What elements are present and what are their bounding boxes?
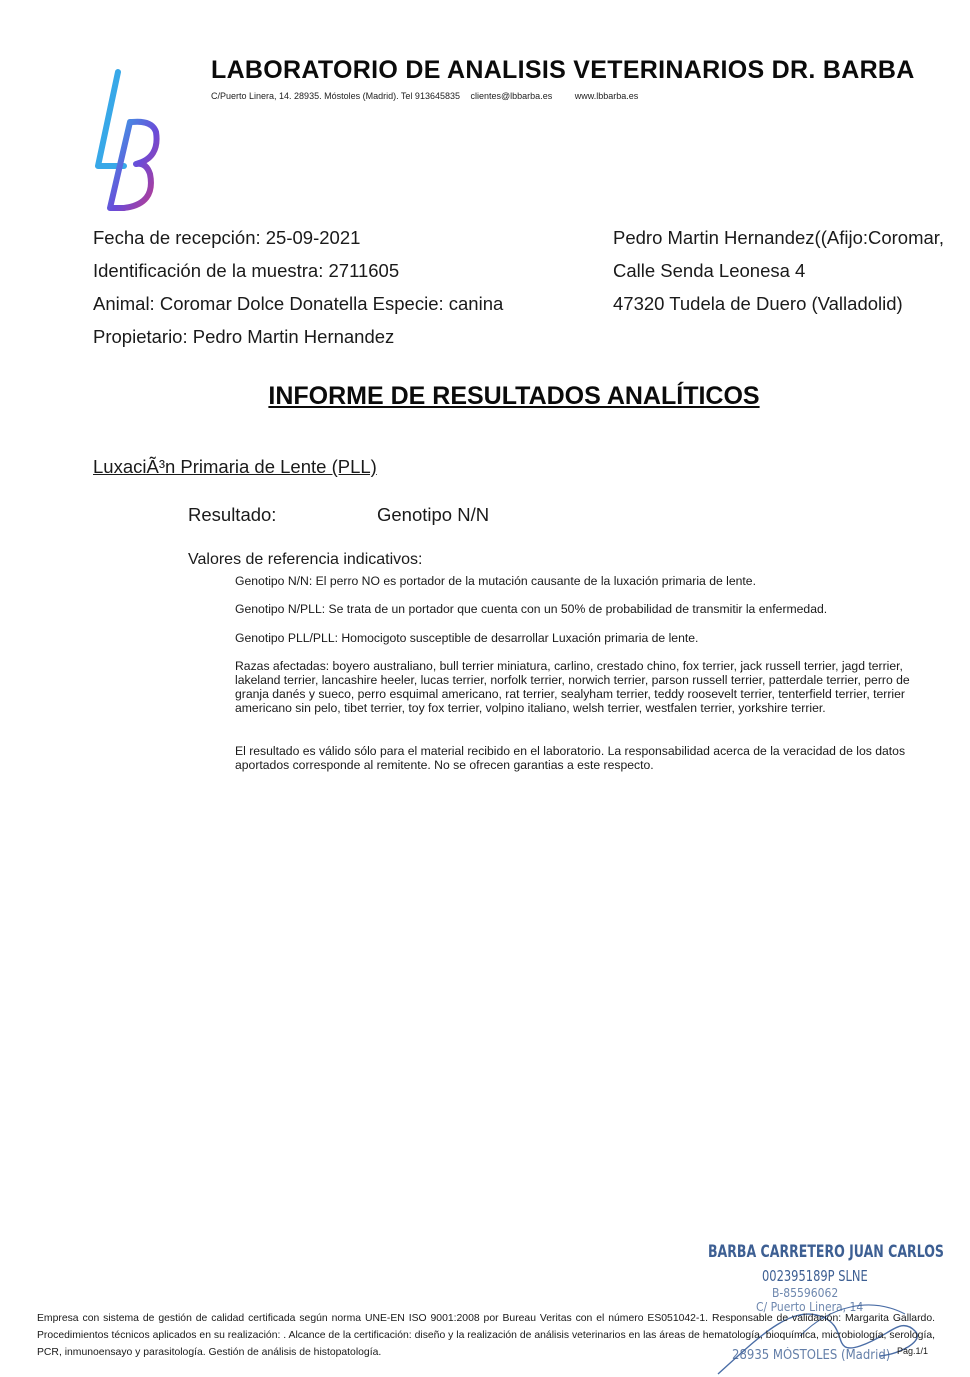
affected-breeds: Razas afectadas: boyero australiano, bull terrier miniatura, carlino, crestado chino, fox terrier, jack russell terrier, jagd terrier, lakeland terrier, lancashire heeler, lucas terrier, norfolk terrier, norwich terrier, parson russell terrier, patterdale terrier, perro de granja danés y sueco, perro esquimal americano, rat terrier, sealyham terrier, teddy roosevelt terrier, tenterfield terrier, terrier americano sin pelo, tibet terrier, toy fox terrier, volpino italiano, welsh terrier, westfalen terrier, yorkshire terrier. xyxy=(235,659,910,715)
lab-address: C/Puerto Linera, 14. 28935. Móstoles (Madrid). Tel 913645835 xyxy=(211,91,460,101)
test-name: LuxaciÃ³n Primaria de Lente (PLL) xyxy=(93,456,377,477)
recipient-street: Calle Senda Leonesa 4 xyxy=(613,260,806,281)
stamp-street: C/ Puerto Linera, 14 xyxy=(756,1300,864,1314)
stamp-company: BARBA CARRETERO JUAN CARLOS xyxy=(708,1242,944,1262)
stamp-nif: 002395189P SLNE xyxy=(762,1267,868,1285)
disclaimer: El resultado es válido sólo para el material recibido en el laboratorio. La responsabilidad acerca de la veracidad de los datos aportados corresponde al remitente. No se ofrecen garantias a este respecto. xyxy=(235,744,906,772)
owner-info: Propietario: Pedro Martin Hernandez xyxy=(93,326,395,347)
lab-website: www.lbbarba.es xyxy=(574,91,639,101)
lab-name: LABORATORIO DE ANALISIS VETERINARIOS DR. BARBA xyxy=(211,56,915,84)
lab-contact-info xyxy=(211,91,646,101)
report-title: INFORME DE RESULTADOS ANALÍTICOS xyxy=(268,382,760,410)
page-number: Pág.1/1 xyxy=(897,1346,929,1356)
footer-certification: Empresa con sistema de gestión de calidad certificada según norma UNE-EN ISO 9001:2008 por Bureau Veritas con el número ES051042-1. Responsable de validación: Margarita Gallardo. Procedimientos técnicos aplicados en su realización: . Alcance de la certificación: diseño y la realización de análisis veterinarios en las áreas de hematología, bioquímica, microbiología, serología, PCR, inmunoensayo y parasitología. Gestión de análisis de histopatología. xyxy=(37,1313,935,1358)
reference-item-pllpll: Genotipo PLL/PLL: Homocigoto susceptible de desarrollar Luxación primaria de lente. xyxy=(235,631,699,645)
reference-item-nn: Genotipo N/N: El perro NO es portador de la mutación causante de la luxación primaria de lente. xyxy=(235,574,756,588)
lab-logo xyxy=(80,66,164,216)
reference-title: Valores de referencia indicativos: xyxy=(188,551,423,568)
sample-id: Identificación de la muestra: 2711605 xyxy=(93,260,400,281)
recipient-name: Pedro Martin Hernandez((Afijo:Coromar, xyxy=(613,227,945,248)
recipient-city: 47320 Tudela de Duero (Valladolid) xyxy=(613,293,903,314)
lab-email: clientes@lbbarba.es xyxy=(470,91,553,101)
reference-item-npll: Genotipo N/PLL: Se trata de un portador que cuenta con un 50% de probabilidad de transmitir la enfermedad. xyxy=(235,602,828,616)
result-value: Genotipo N/N xyxy=(377,504,490,525)
result-label: Resultado: xyxy=(188,504,277,525)
reception-date: Fecha de recepción: 25-09-2021 xyxy=(93,227,361,248)
animal-info: Animal: Coromar Dolce Donatella Especie: canina xyxy=(93,293,504,314)
stamp-cif: B-85596062 xyxy=(772,1286,839,1300)
stamp-city: 28935 MÓSTOLES (Madrid) xyxy=(732,1348,891,1363)
